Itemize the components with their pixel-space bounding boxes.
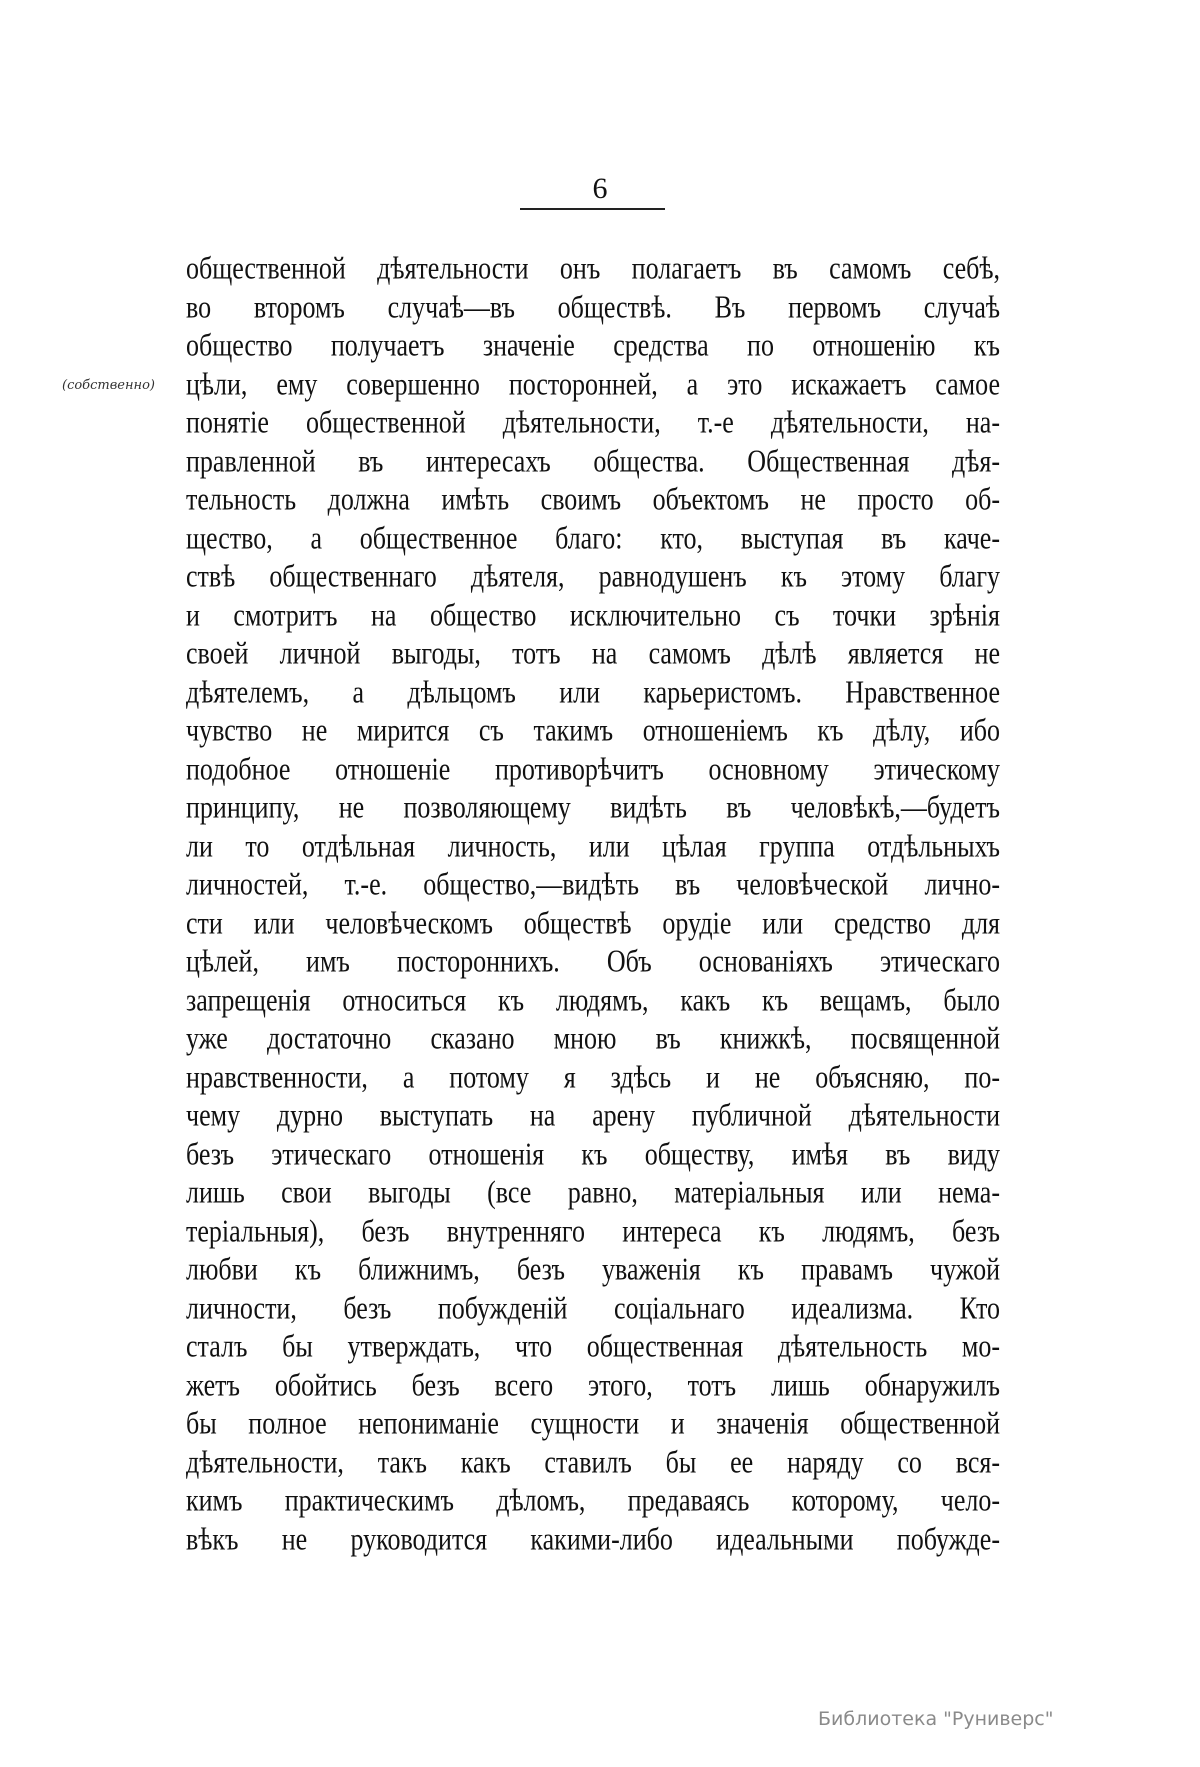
text-line-content: запрещенiя относиться къ людямъ, какъ къ вещамъ, было xyxy=(186,982,1000,1018)
text-line-content: общество получаетъ значенiе средства по отношенiю къ xyxy=(186,327,1000,363)
text-line-content: кимъ практическимъ дѣломъ, предаваясь которому, чело- xyxy=(186,1482,1000,1518)
text-line-content: сти или человѣческомъ обществѣ орудiе или средство для xyxy=(186,905,1000,941)
text-line-content: жетъ обойтись безъ всего этого, тотъ лишь обнаружилъ xyxy=(186,1367,1000,1403)
text-line-content: общественной дѣятельности онъ полагаетъ въ самомъ себѣ, xyxy=(186,250,1000,286)
text-line-content: чему дурно выступать на арену публичной дѣятельности xyxy=(186,1097,1000,1133)
text-line-content: щество, а общественное благо: кто, выступая въ каче- xyxy=(186,520,1000,556)
text-line-content: ствѣ общественнаго дѣятеля, равнодушенъ къ этому благу xyxy=(186,558,1000,594)
text-line-content: принципу, не позволяющему видѣть въ человѣкѣ,—будетъ xyxy=(186,789,1000,825)
text-line-content: ли то отдѣльная личность, или цѣлая группа отдѣльныхъ xyxy=(186,828,1000,864)
text-line-content: во второмъ случаѣ—въ обществѣ. Въ первомъ случаѣ xyxy=(186,289,1000,325)
text-line-content: подобное отношенiе противорѣчитъ основному этическому xyxy=(186,751,1000,787)
text-line-content: любви къ ближнимъ, безъ уваженiя къ правамъ чужой xyxy=(186,1251,1000,1287)
text-line-content: своей личной выгоды, тотъ на самомъ дѣлѣ является не xyxy=(186,635,1000,671)
text-line-content: бы полное непониманiе сущности и значенiя общественной xyxy=(186,1405,1000,1441)
body-text xyxy=(186,250,1000,1559)
text-line-content: лишь свои выгоды (все равно, матерiальныя или нема- xyxy=(186,1174,1000,1210)
text-line-content: цѣлей, имъ постороннихъ. Объ основанiяхъ этическаго xyxy=(186,943,1000,979)
header-rule xyxy=(520,208,665,210)
text-line-content: личностей, т.-е. общество,—видѣть въ человѣческой лично- xyxy=(186,866,1000,902)
text-line-content: и смотритъ на общество исключительно съ точки зрѣнiя xyxy=(186,597,1000,633)
text-line-content: терiальныя), безъ внутренняго интереса къ людямъ, безъ xyxy=(186,1213,1000,1249)
text-line-content: понятiе общественной дѣятельности, т.-е дѣятельности, на- xyxy=(186,404,1000,440)
text-line-content: сталъ бы утверждать, что общественная дѣятельность мо- xyxy=(186,1328,1000,1364)
text-line-content: тельность должна имѣть своимъ объектомъ не просто об- xyxy=(186,481,1000,517)
text-line-content: правленной въ интересахъ общества. Общественная дѣя- xyxy=(186,443,1000,479)
text-line-content: дѣятельности, такъ какъ ставилъ бы ее наряду со вся- xyxy=(186,1444,1000,1480)
text-line-content: вѣкъ не руководится какими-либо идеальными побужде- xyxy=(186,1521,1000,1557)
handwritten-note: (собственно) xyxy=(62,378,156,393)
text-line-content: нравственности, а потому я здѣсь и не объясняю, по- xyxy=(186,1059,1000,1095)
text-line-content: чувство не мирится съ такимъ отношенiемъ къ дѣлу, ибо xyxy=(186,712,1000,748)
text-line-content: дѣятелемъ, а дѣльцомъ или карьеристомъ. Нравственное xyxy=(186,674,1000,710)
text-line-content: безъ этическаго отношенiя къ обществу, имѣя въ виду xyxy=(186,1136,1000,1172)
text-line-content: личности, безъ побужденiй соцiальнаго идеализма. Кто xyxy=(186,1290,1000,1326)
text-line-content: уже достаточно сказано мною въ книжкѣ, посвященной xyxy=(186,1020,1000,1056)
text-line-content: цѣли, ему совершенно посторонней, а это искажаетъ самое xyxy=(186,366,1000,402)
page-number: 6 xyxy=(592,172,608,205)
library-watermark: Библиотека "Руниверс" xyxy=(818,1708,1054,1730)
text-line xyxy=(186,1517,1000,1563)
